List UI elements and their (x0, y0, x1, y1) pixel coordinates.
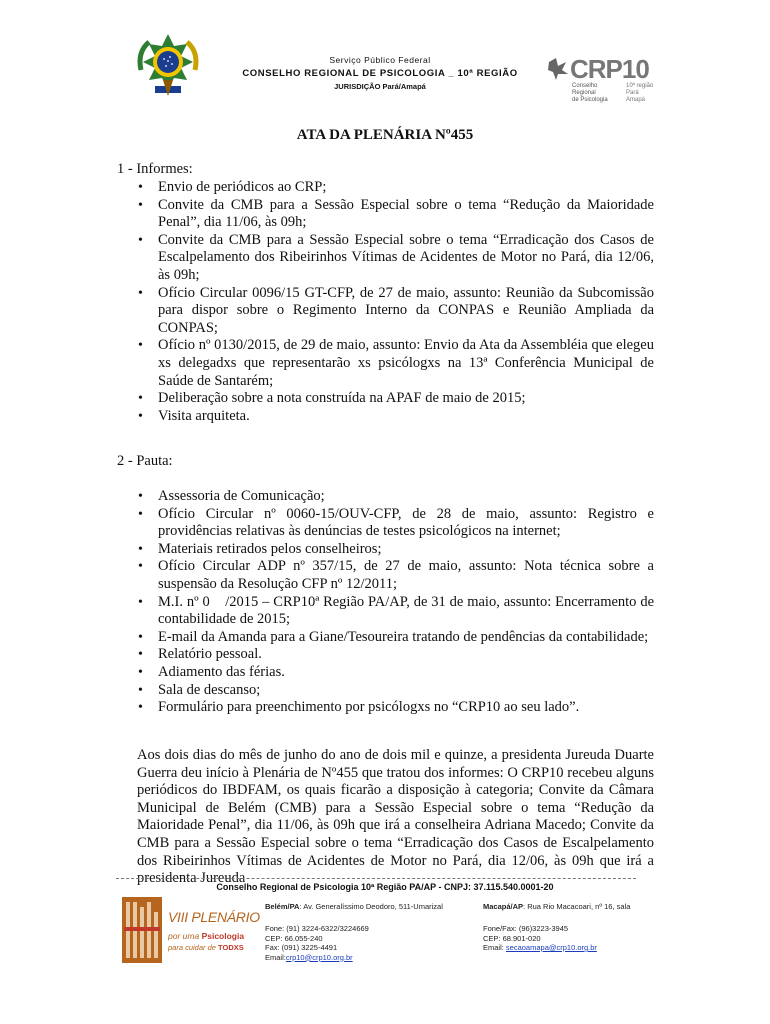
belem-label: Belém/PA (265, 902, 300, 911)
list-item: • Convite da CMB para a Sessão Especial sobre o tema “Redução da Maioridade Penal”, dia 11/06, às 09h; (117, 197, 654, 232)
crp10-logo (546, 50, 656, 106)
logo-region-3: Amapá (626, 97, 646, 103)
council-name: CONSELHO REGIONAL DE PSICOLOGIA _ 10ª REGIÃO (242, 68, 518, 79)
crp-logo-text: CRP (570, 54, 622, 84)
belem-phone: Fone: (91) 3224-6322/3224669 (265, 924, 369, 933)
belem-address: : Av. Generalíssimo Deodoro, 511-Umarizal (299, 902, 443, 911)
belem-details (265, 924, 369, 962)
brazil-coat-of-arms-icon (133, 30, 203, 102)
belem-email-link[interactable]: crp10@crp10.org.br (285, 952, 353, 962)
crp-logo-number: 10 (621, 54, 649, 84)
logo-region-1: 10ª região (626, 83, 654, 89)
list-item: • Ofício Circular nº 0060-15/OUV-CFP, de 28 de maio, assunto: Registro e providências relativas às denúncias de testes psicológicos na internet; (117, 506, 654, 541)
list-item: • Ofício nº 0130/2015, de 29 de maio, assunto: Envio da Ata da Assembléia que elegeu xs delegadxs que representarão xs psicólogxs na 13ª Conferência Municipal de Saúde de Santarém; (117, 337, 654, 390)
service-label: Serviço Público Federal (329, 55, 431, 65)
plenario-art-icon (122, 897, 162, 963)
logo-line-3: de Psicologia (572, 97, 608, 103)
section-informes-heading: 1 - Informes: (117, 161, 193, 177)
belem-fax: Fax: (091) 3225-4491 (265, 943, 338, 952)
macapa-phone: Fone/Fax: (96)3223-3945 (483, 924, 569, 933)
informes-list (117, 179, 654, 425)
footer-divider (116, 878, 636, 879)
list-item: • Envio de periódicos ao CRP; (117, 179, 654, 197)
list-item: • Adiamento das férias. (117, 664, 654, 682)
list-item: • E-mail da Amanda para a Giane/Tesoureira tratando de pendências da contabilidade; (117, 629, 654, 647)
letterhead (220, 55, 540, 91)
logo-line-1: Conselho (572, 83, 598, 89)
belem-cep: CEP: 66.055-240 (265, 933, 323, 943)
jurisdiction-label: JURISDIÇÃO Pará/Amapá (334, 82, 426, 91)
belem-email-label: Email: (265, 952, 286, 962)
list-item: • M.I. nº 0 /2015 – CRP10ª Região PA/AP, de 31 de maio, assunto: Encerramento de contabilidade de 2015; (117, 594, 654, 629)
plenario-slogan-d: TODXS (218, 943, 244, 952)
document-title: ATA DA PLENÁRIA Nº455 (296, 127, 474, 143)
macapa-contact (483, 902, 630, 912)
belem-contact (265, 902, 443, 912)
plenario-title: VIII PLENÁRIO (168, 909, 260, 925)
minutes-paragraph: Aos dois dias do mês de junho do ano de dois mil e quinze, a presidenta Jureuda Duarte Guerra deu início à Plenária de Nº455 que tratou dos informes: O CRP10 recebeu alguns periódicos do IBDFAM, os quais ficarão a disposição à categoria; Convite da Câmara Municipal de Belém (CMB) para a Sessão Especial sobre o tema “Redução da Maioridade Penal”, dia 11/06, às 09h que irá a conselheira Adriana Macedo; Convite da CMB para a Sessão Especial sobre o tema “Erradicação dos Casos de Escalpelamento dos Ribeirinhos Vítimas de Acidentes de Motor no Pará, dia 12/06, às 09h que irá a presidenta Jureuda (137, 747, 654, 887)
list-item: • Deliberação sobre a nota construída na APAF de maio de 2015; (117, 390, 654, 408)
list-item: • Sala de descanso; (117, 682, 654, 700)
macapa-email-label: Email: (483, 943, 506, 952)
plenario-slogan-c: para cuidar de (168, 943, 216, 952)
plenario-slogan-b: Psicologia (201, 931, 245, 941)
list-item: • Formulário para preenchimento por psicólogxs no “CRP10 ao seu lado”. (117, 699, 654, 717)
macapa-email-link[interactable]: secaoamapa@crp10.org.br (505, 943, 597, 952)
section-pauta-heading: 2 - Pauta: (117, 453, 173, 469)
footer-title: Conselho Regional de Psicologia 10ª Região PA/AP - CNPJ: 37.115.540.0001-20 (216, 882, 554, 892)
list-item: • Visita arquiteta. (117, 408, 654, 426)
macapa-cep: CEP: 68.901-020 (483, 933, 541, 943)
logo-line-2: Regional (572, 90, 596, 96)
plenario-slogan-a: por uma (168, 931, 200, 941)
plenario-logo (122, 897, 262, 963)
crp-hand-icon (546, 56, 570, 82)
macapa-label: Macapá/AP (483, 902, 524, 911)
list-item: • Ofício Circular ADP nº 357/15, de 27 de maio, assunto: Nota técnica sobre a suspensão da Resolução CFP nº 12/2011; (117, 558, 654, 593)
list-item: • Relatório pessoal. (117, 646, 654, 664)
macapa-details (483, 924, 597, 953)
list-item: • Convite da CMB para a Sessão Especial sobre o tema “Erradicação dos Casos de Escalpelamento dos Ribeirinhos Vítimas de Acidentes de Motor no Pará, dia 12/06, às 09h; (117, 232, 654, 285)
logo-region-2: Pará (626, 90, 639, 96)
list-item: • Materiais retirados pelos conselheiros; (117, 541, 654, 559)
macapa-address: : Rua Rio Macacoari, nº 16, sala (523, 902, 631, 911)
list-item: • Assessoria de Comunicação; (117, 488, 654, 506)
list-item: • Ofício Circular 0096/15 GT-CFP, de 27 de maio, assunto: Reunião da Subcomissão para dispor sobre o Regimento Interno da CONPAS e Reunião Ampliada da CONPAS; (117, 285, 654, 338)
pauta-list (117, 488, 658, 717)
